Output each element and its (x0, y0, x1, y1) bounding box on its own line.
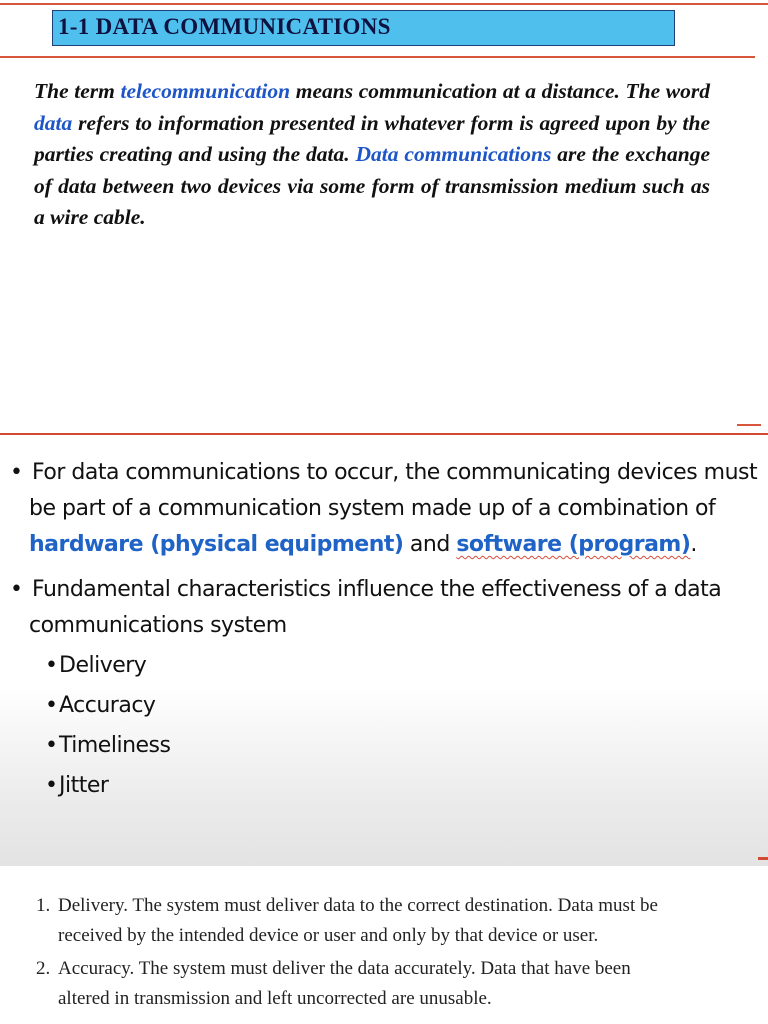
slide-corner-mark (758, 857, 768, 860)
item-2-line-1: Accuracy. The system must deliver the data accurately. Data that have been (58, 958, 631, 979)
item-number-1: 1. (36, 895, 51, 916)
slide-bullets (0, 435, 768, 866)
sub-bullet-jitter: •Jitter (45, 773, 109, 798)
sub-bullet-delivery: •Delivery (45, 653, 147, 678)
item-1-line-2: received by the intended device or user and only by that device or user. (58, 925, 599, 946)
item-2-line-2: altered in transmission and left uncorrected are unusable. (58, 988, 492, 1009)
slide-edge-mark (737, 424, 761, 426)
slide-textbook-excerpt (0, 866, 768, 1024)
slide-title: 1-1 DATA COMMUNICATIONS (58, 14, 391, 39)
definition-paragraph: The term telecommunication means communication at a distance. The word data refers to information presented in whatever form is agreed upon by the parties creating and using the data. Data communications are the exchange of data between two devices via some form of transmission medium such as a wire cable. (34, 79, 710, 229)
bullet-1-line-3: hardware (physical equipment) and software (program). (29, 532, 697, 557)
hardware-term: hardware (physical equipment) (29, 532, 404, 557)
bullet-1-line-1: • For data communications to occur, the communicating devices must (10, 460, 758, 485)
title-rule (0, 56, 755, 58)
software-term: software (program) (456, 532, 691, 557)
top-rule (0, 3, 768, 5)
bullet-2-line-1: • Fundamental characteristics influence the effectiveness of a data (10, 577, 722, 602)
item-1-line-1: Delivery. The system must deliver data to the correct destination. Data must be (58, 895, 658, 916)
bullet-1-line-2: be part of a communication system made up of a combination of (29, 496, 716, 521)
bullet-2-line-2: communications system (29, 613, 287, 638)
term-data-communications: Data communications (355, 142, 552, 166)
sub-bullet-accuracy: •Accuracy (45, 693, 156, 718)
sub-bullet-timeliness: •Timeliness (45, 733, 171, 758)
term-telecommunication: telecommunication (120, 79, 291, 103)
slide-definitions (0, 0, 768, 430)
term-data: data (34, 110, 73, 135)
item-number-2: 2. (36, 958, 51, 979)
